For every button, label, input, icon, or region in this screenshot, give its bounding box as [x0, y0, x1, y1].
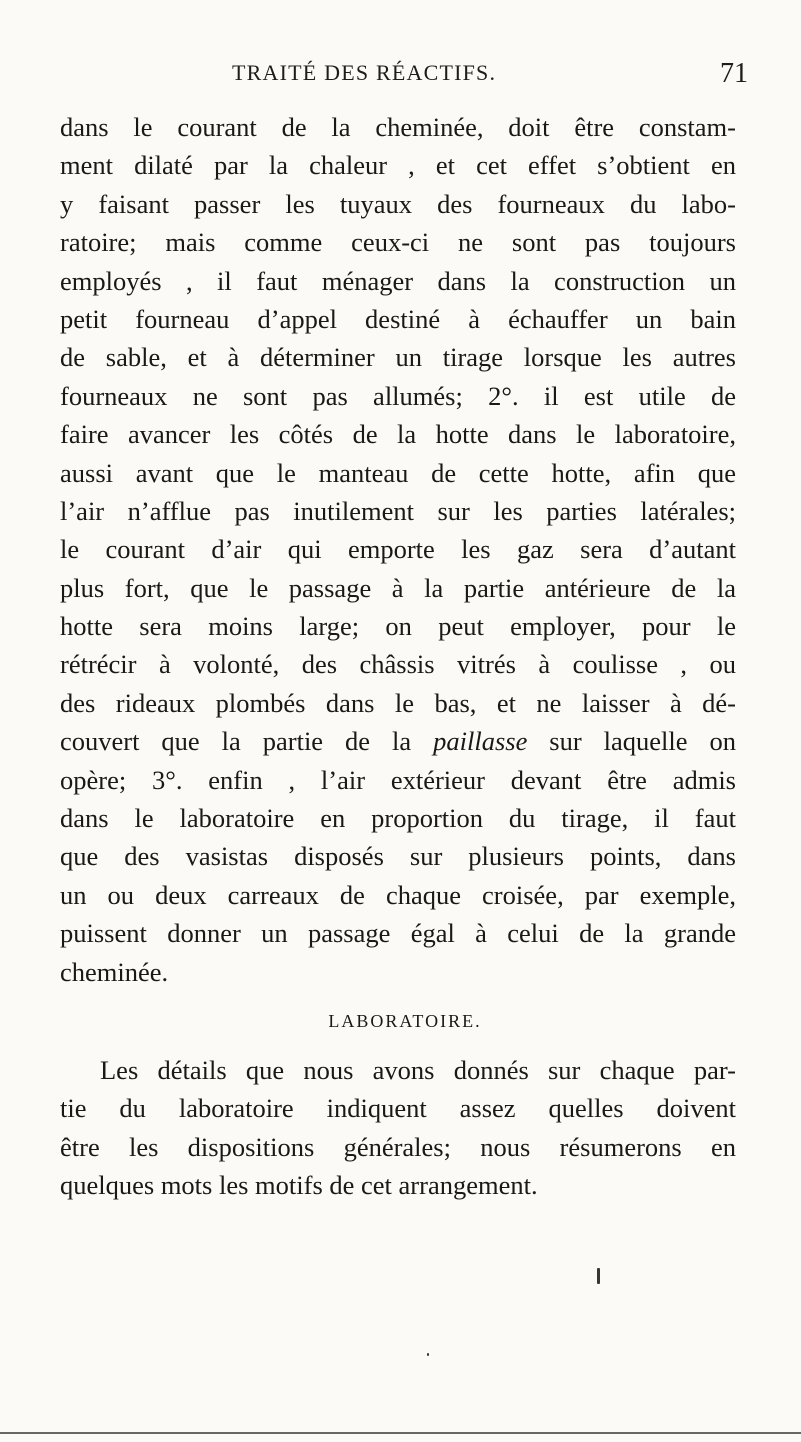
running-header: [0, 56, 801, 96]
text-line: opère; 3°. enfin , l’air extérieur devant être admis: [60, 764, 736, 795]
text-line: quelques mots les motifs de cet arrangement.: [60, 1170, 538, 1201]
page-number: 71: [720, 58, 748, 89]
text-line: ratoire; mais comme ceux-ci ne sont pas toujours: [60, 227, 736, 258]
text-fragment: sur laquelle on: [527, 726, 737, 757]
ink-speck: [597, 1268, 600, 1284]
text-line: être les dispositions générales; nous résumerons en: [60, 1131, 736, 1162]
text-line: un ou deux carreaux de chaque croisée, par exemple,: [60, 879, 736, 910]
text-line: [60, 722, 736, 760]
page-bottom-edge: [0, 1432, 801, 1434]
text-line: faire avancer les côtés de la hotte dans le laboratoire,: [60, 419, 736, 450]
text-line: tie du laboratoire indiquent assez quelles doivent: [60, 1093, 736, 1124]
text-line: le courant d’air qui emporte les gaz sera d’autant: [60, 534, 736, 565]
body-text: [60, 108, 736, 1205]
text-line: employés , il faut ménager dans la construction un: [60, 265, 736, 296]
text-line: puissent donner un passage égal à celui de la grande: [60, 918, 736, 949]
running-title: TRAITÉ DES RÉACTIFS.: [232, 60, 497, 85]
text-line: rétrécir à volonté, des châssis vitrés à coulisse , ou: [60, 649, 736, 680]
text-line: l’air n’afflue pas inutilement sur les parties latérales;: [60, 495, 736, 526]
text-line: y faisant passer les tuyaux des fourneaux du labo-: [60, 188, 736, 219]
text-line: Les détails que nous avons donnés sur chaque par-: [100, 1054, 736, 1085]
text-line: dans le courant de la cheminée, doit être constam-: [60, 112, 736, 142]
text-line: hotte sera moins large; on peut employer, pour le: [60, 611, 736, 642]
text-line: que des vasistas disposés sur plusieurs points, dans: [60, 841, 736, 872]
text-line: cheminée.: [60, 956, 169, 987]
text-line: fourneaux ne sont pas allumés; 2°. il est utile de: [60, 380, 736, 411]
section-heading: LABORATOIRE.: [328, 1010, 482, 1031]
text-line: ment dilaté par la chaleur , et cet effet s’obtient en: [60, 150, 736, 181]
ink-speck: [427, 1353, 429, 1356]
text-line: petit fourneau d’appel destiné à échauffer un bain: [60, 303, 736, 334]
text-fragment: couvert que la partie de la: [60, 726, 434, 757]
paragraph-continued: [60, 108, 736, 991]
text-line: plus fort, que le passage à la partie antérieure de la: [60, 572, 736, 603]
text-line: aussi avant que le manteau de cette hotte, afin que: [60, 457, 736, 488]
text-line: dans le laboratoire en proportion du tirage, il faut: [60, 803, 736, 834]
paragraph-laboratoire: [60, 1051, 736, 1205]
text-line: de sable, et à déterminer un tirage lorsque les autres: [60, 342, 736, 373]
text-line: des rideaux plombés dans le bas, et ne laisser à dé-: [60, 687, 736, 718]
italic-term: paillasse: [433, 726, 528, 757]
